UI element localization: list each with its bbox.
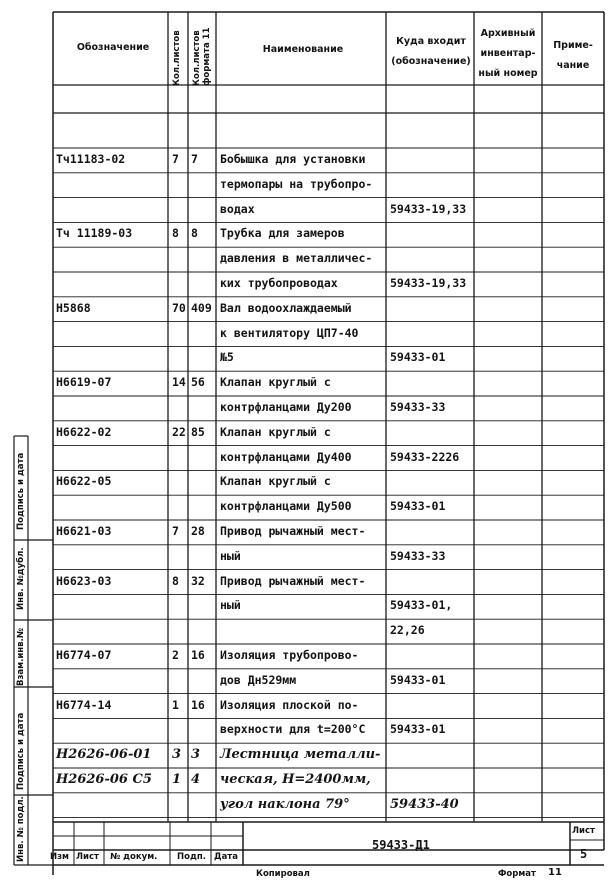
row-sheets-count: 7	[172, 524, 179, 538]
row-designation: Н6622-05	[56, 474, 112, 489]
row-where-used: 22,26	[390, 623, 425, 638]
row-sheets-format: 56	[191, 375, 205, 390]
row-where-used: 59433-33	[390, 548, 446, 563]
row-name: термопары на трубопро-	[220, 176, 373, 191]
row-sheets-count: 14	[172, 375, 186, 390]
stamp-copied: Копировал	[256, 869, 310, 879]
row-sheets-format: 3	[191, 747, 201, 763]
row-name: Привод рычажный мест-	[220, 573, 366, 588]
row-designation: Н6622-02	[56, 424, 112, 439]
row-name: ный	[220, 598, 241, 613]
row-designation: Н6619-07	[56, 375, 112, 390]
header-designation: Обозначение	[76, 42, 150, 53]
side-label-replace-inv: Взам.инв.№	[16, 628, 26, 686]
row-sheets-count: 7	[172, 152, 179, 166]
row-designation: Н6774-07	[56, 648, 112, 662]
row-name: Привод рычажный мест-	[220, 524, 366, 538]
row-where-used: 59433-33	[390, 400, 446, 414]
row-name: давления в металличес-	[220, 251, 373, 266]
row-name: №5	[220, 350, 234, 365]
row-where-used: 59433-01	[390, 499, 446, 514]
row-where-used: 59433-01	[390, 672, 446, 687]
row-sheets-format: 8	[191, 226, 198, 241]
row-sheets-format: 85	[191, 424, 205, 439]
header-archive-2: инвентар-	[480, 48, 536, 59]
row-sheets-count: 1	[172, 772, 182, 787]
row-sheets-format: 4	[191, 772, 201, 787]
row-designation: Н6623-03	[56, 573, 112, 588]
row-name: Изоляция плоской по-	[220, 697, 359, 712]
row-designation: Н6774-14	[56, 697, 112, 712]
stamp-col-sign: Подп.	[177, 852, 206, 862]
row-where-used: 59433-01	[390, 350, 446, 365]
row-name: Клапан круглый с	[220, 375, 331, 390]
row-name: водах	[220, 201, 255, 216]
side-label-inv-orig: Инв. № подл.	[16, 796, 26, 862]
row-sheets-count: 8	[172, 226, 179, 241]
side-label-inv-dup: Инв. №дубл.	[16, 547, 26, 610]
row-sheets-count: 2	[172, 648, 179, 662]
row-name: ких трубопроводах	[220, 276, 338, 290]
row-name: Трубка для замеров	[220, 226, 345, 241]
row-name: контрфланцами Ду400	[220, 449, 352, 464]
header-archive-1: Архивный	[480, 28, 536, 39]
stamp-col-list: Лист	[76, 852, 99, 862]
stamp-col-doc: № докум.	[110, 852, 158, 862]
row-designation: Н2626-06-01	[56, 747, 152, 763]
stamp-format: Формат	[498, 869, 536, 879]
row-where-used: 59433-19,33	[390, 276, 467, 290]
row-name: верхности для t=200°С	[220, 722, 366, 737]
row-sheets-count: 1	[172, 697, 179, 712]
stamp-sheet-number: 5	[580, 847, 588, 861]
row-name: к вентилятору ЦП7-40	[220, 325, 359, 340]
row-where-used: 59433-19,33	[390, 201, 467, 216]
row-name: Бобышка для установки	[220, 152, 366, 166]
row-name: Вал водоохлаждаемый	[220, 300, 352, 315]
row-designation: Н6621-03	[56, 524, 112, 538]
stamp-col-date: Дата	[214, 852, 238, 862]
row-designation: Н5868	[56, 300, 91, 315]
row-designation: Тч11183-02	[56, 152, 126, 166]
row-name: дов Дн529мм	[220, 672, 297, 687]
row-name: контрфланцами Ду200	[220, 400, 352, 414]
row-sheets-format: 409	[191, 300, 212, 315]
row-where-used: 59433-2226	[390, 449, 460, 464]
row-name: угол наклона 79°	[220, 796, 350, 812]
row-name: Изоляция трубопрово-	[220, 648, 359, 662]
row-name: контрфланцами Ду500	[220, 499, 352, 514]
row-sheets-format: 28	[191, 524, 205, 538]
row-sheets-count: 22	[172, 424, 186, 439]
row-sheets-format: 7	[191, 152, 198, 166]
row-where-used: 59433-01	[390, 722, 446, 737]
row-where-used: 59433-01,	[390, 598, 453, 613]
stamp-sheet-label: Лист	[572, 826, 595, 836]
row-name: ный	[220, 548, 241, 563]
row-designation: Тч 11189-03	[56, 226, 133, 241]
header-archive-3: ный номер	[478, 68, 538, 79]
row-where-used: 59433-40	[390, 796, 459, 812]
row-sheets-count: 70	[172, 300, 186, 315]
stamp-format-value: 11	[548, 867, 562, 878]
row-name: Лестница металли-	[220, 747, 381, 763]
row-sheets-format: 16	[191, 648, 205, 662]
header-where-1: Куда входит	[396, 36, 466, 47]
row-name: ческая, Н=2400мм,	[220, 772, 371, 787]
row-sheets-count: 3	[172, 747, 182, 763]
row-designation: Н2626-06 С5	[56, 772, 152, 787]
header-note-1: Приме-	[553, 40, 593, 51]
header-sheets-count: Кол.листов	[172, 30, 182, 86]
row-sheets-format: 16	[191, 697, 205, 712]
header-sheets-format: Кол.листов формата 11	[192, 27, 212, 86]
stamp-col-izm: Изм	[50, 852, 70, 862]
side-label-sign-date-1: Подпись и дата	[16, 712, 26, 790]
row-sheets-count: 8	[172, 573, 179, 588]
header-name: Наименование	[262, 44, 344, 55]
row-name: Клапан круглый с	[220, 474, 331, 489]
row-name: Клапан круглый с	[220, 424, 331, 439]
header-where-2: (обозначение)	[391, 56, 471, 67]
row-sheets-format: 32	[191, 573, 205, 588]
side-label-sign-date-2: Подпись и дата	[16, 452, 26, 530]
stamp-document-code: 59433-Д1	[372, 838, 430, 852]
header-note-2: чание	[556, 60, 590, 71]
